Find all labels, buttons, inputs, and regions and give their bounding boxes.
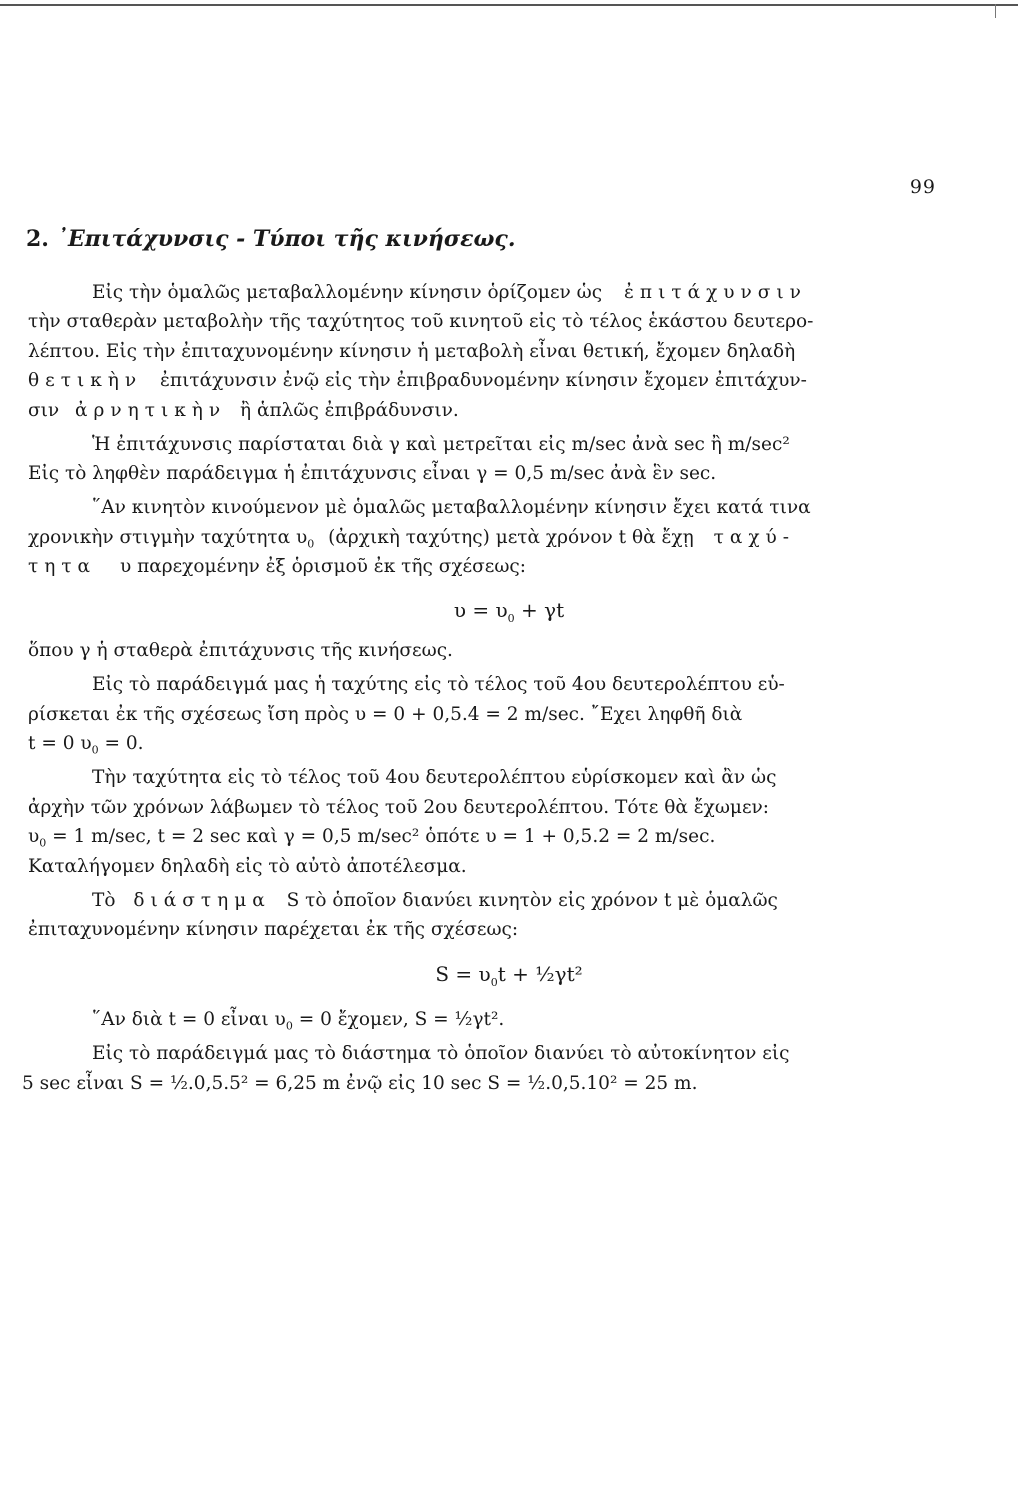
term-negative: ἀρνητικὴν [75, 400, 227, 421]
section-heading [26, 226, 946, 252]
p6-line-2: ἀρχὴν τῶν χρόνων λάβωμεν τὸ τέλος τοῦ 2ου δευτερολέπτου. Τότε θὰ ἔχωμεν: [28, 797, 770, 818]
p1-line-2: τὴν σταθερὰν μεταβολὴν τῆς ταχύτητος τοῦ κινητοῦ εἰς τὸ τέλος ἑκάστου δευτερο- [28, 311, 814, 332]
p8-line-1: ῞Αν διὰ t = 0 εἶναι $\upsilon_0 = 0$ ἔχομεν, S = ½γt². [92, 1009, 505, 1033]
p3-line-2: χρονικὴν στιγμὴν ταχύτητα $\upsilon_0$ (ἀρχικὴ ταχύτης) μετὰ χρόνον t θὰ ἔχῃ ταχύ- [28, 527, 796, 551]
p9-line-1: Εἰς τὸ παράδειγμά μας τὸ διάστημα τὸ ὁποῖον διανύει τὸ αὐτοκίνητον εἰς [92, 1043, 790, 1064]
term-velocity: ταχύ- [713, 527, 796, 548]
p1-line-3: λέπτου. Εἰς τὴν ἐπιταχυνομένην κίνησιν ἡ μεταβολὴ εἶναι θετική, ἔχομεν δηλαδὴ [28, 341, 796, 362]
section-number: 2. [26, 226, 49, 252]
p7-line-1: Τὸ διάστημα S τὸ ὁποῖον διανύει κινητὸν εἰς χρόνον t μὲ ὁμαλῶς [92, 890, 778, 911]
p5-line-1: Εἰς τὸ παράδειγμά μας ἡ ταχύτης εἰς τὸ τέλος τοῦ 4ου δευτερολέπτου εὑ- [92, 674, 785, 695]
p2-line-2: Εἰς τὸ ληφθὲν παράδειγμα ἡ ἐπιτάχυνσις εἶναι γ = 0,5 m/sec ἀνὰ ἓν sec. [28, 463, 717, 484]
p3-line-1: ῞Αν κινητὸν κινούμενον μὲ ὁμαλῶς μεταβαλλομένην κίνησιν ἔχει κατά τινα [92, 497, 811, 518]
p1-line-5: σιν ἀρνητικὴν ἢ ἁπλῶς ἐπιβράδυνσιν. [28, 400, 459, 421]
formula-velocity: $\upsilon = \upsilon_0 + \gamma t$ [453, 598, 565, 625]
p6-line-3: $\upsilon_0 = 1$ m/sec, t = 2 sec καὶ γ = 0,5 m/sec² ὁπότε υ = 1 + 0,5.2 = 2 m/sec. [28, 826, 716, 850]
p3-line-3: τητα υ παρεχομένην ἐξ ὁρισμοῦ ἐκ τῆς σχέσεως: [28, 556, 527, 577]
p5-line-3: t = 0 $\upsilon_0 = 0$. [28, 733, 144, 757]
page-number: 99 [909, 176, 936, 198]
p4-line-1: ὅπου γ ἡ σταθερὰ ἐπιτάχυνσις τῆς κινήσεως. [28, 640, 453, 661]
section-title: ᾿Επιτάχυνσις - Τύποι τῆς κινήσεως. [56, 226, 516, 252]
p1-line-4: θετικὴν ἐπιτάχυνσιν ἐνῷ εἰς τὴν ἐπιβραδυνομένην κίνησιν ἔχομεν ἐπιτάχυν- [28, 370, 807, 391]
scan-corner-mark [995, 4, 996, 18]
p1-line-1: Εἰς τὴν ὁμαλῶς μεταβαλλομένην κίνησιν ὁρίζομεν ὡς ἐπιτάχυνσιν [92, 282, 807, 303]
term-acceleration: ἐπιτάχυνσιν [624, 282, 807, 303]
term-positive: θετικὴν [28, 370, 143, 391]
p7-line-2: ἐπιταχυνομένην κίνησιν παρέχεται ἐκ τῆς σχέσεως: [28, 919, 519, 940]
term-distance: διάστημα [133, 890, 271, 911]
p2-line-1: Ἡ ἐπιτάχυνσις παρίσταται διὰ γ καὶ μετρεῖται εἰς m/sec ἀνὰ sec ἢ m/sec² [92, 434, 790, 455]
p6-line-4: Καταλήγομεν δηλαδὴ εἰς τὸ αὐτὸ ἀποτέλεσμα. [28, 856, 467, 877]
p9-line-2: 5 sec εἶναι S = ½.0,5.5² = 6,25 m ἐνῷ εἰς 10 sec S = ½.0,5.10² = 25 m. [22, 1073, 698, 1094]
p6-line-1: Τὴν ταχύτητα εἰς τὸ τέλος τοῦ 4ου δευτερολέπτου εὑρίσκομεν καὶ ἂν ὡς [92, 767, 777, 788]
p5-line-2: ρίσκεται ἐκ τῆς σχέσεως ἴση πρὸς υ = 0 + 0,5.4 = 2 m/sec. ῎Εχει ληφθῆ διὰ [28, 704, 743, 725]
formula-distance: $S = \upsilon_0t$ + ½γt² [435, 962, 583, 989]
scan-top-border [0, 4, 1018, 6]
